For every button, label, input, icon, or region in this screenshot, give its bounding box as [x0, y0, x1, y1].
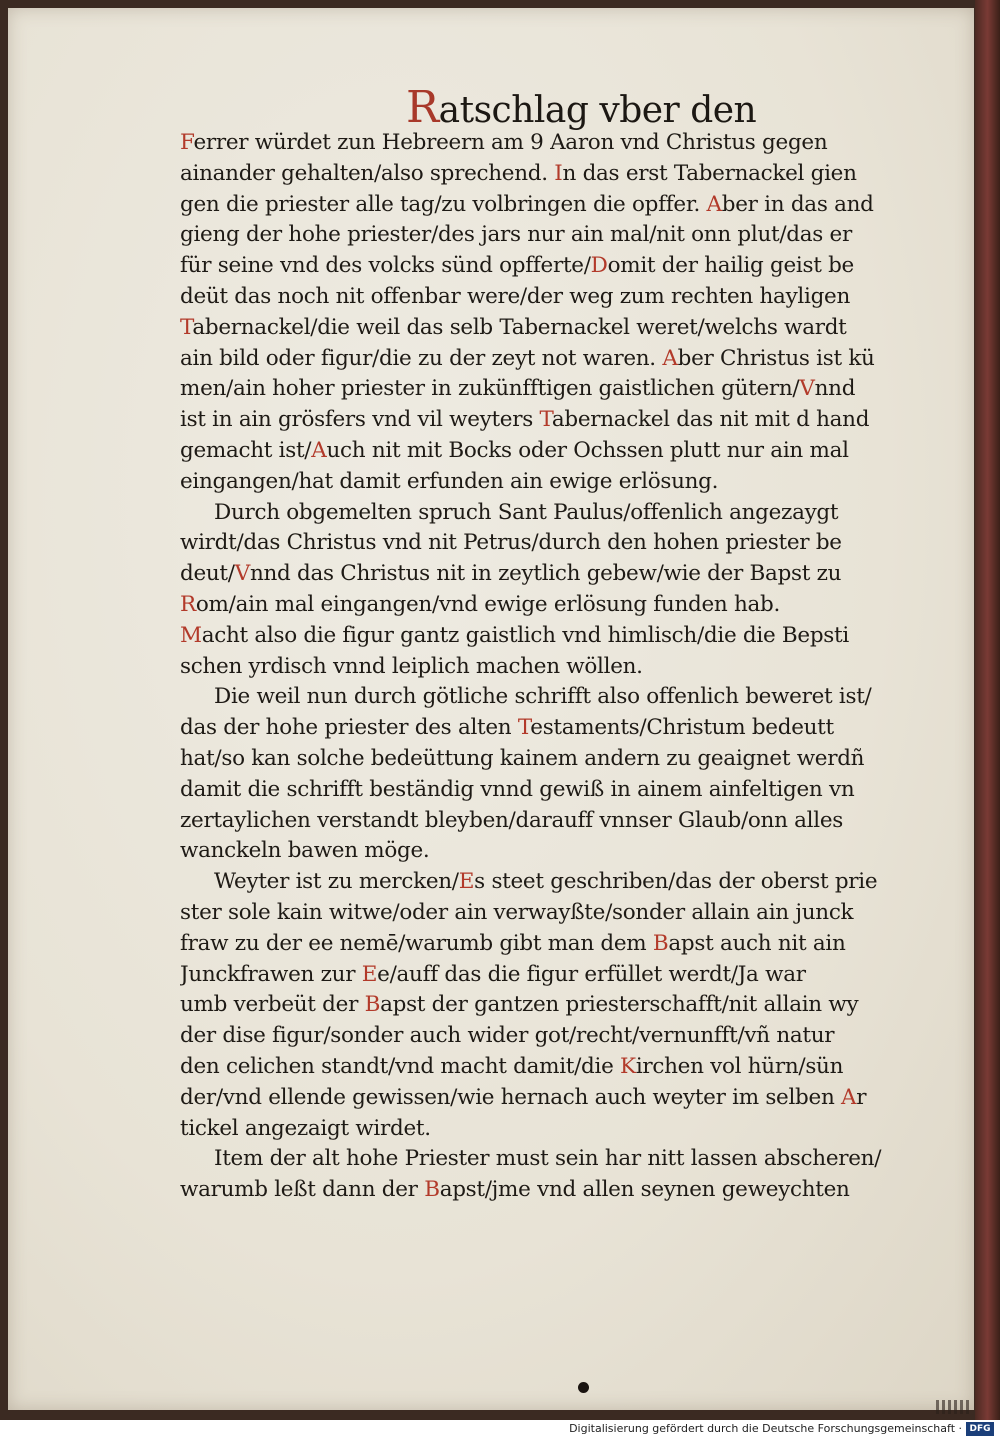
line-text: acht also die figur gantz gaistlich vnd himlisch/die die Bepsti — [201, 622, 849, 648]
text-line — [180, 344, 940, 375]
text-line — [180, 682, 940, 713]
line-text: abernackel das nit mit d hand — [551, 407, 870, 433]
rubric-initial: K — [620, 1053, 636, 1079]
line-text: deut/ — [180, 561, 235, 587]
line-text: ber Christus ist kü — [677, 345, 875, 371]
text-line — [180, 744, 940, 775]
line-text: men/ain hoher priester in zukünfftigen gaistlichen gütern/ — [180, 376, 800, 402]
text-line — [180, 282, 940, 313]
rubric-initial: V — [234, 561, 250, 587]
line-text: Weyter ist zu mercken/ — [214, 869, 459, 895]
corner-ornament — [936, 1400, 972, 1414]
text-line — [180, 220, 940, 251]
text-line — [180, 1083, 940, 1114]
line-text: om/ain mal eingangen/vnd ewige erlösung funden hab. — [195, 591, 781, 617]
text-line — [180, 1175, 940, 1206]
dfg-logo: DFG — [966, 1422, 994, 1436]
book-page — [8, 8, 974, 1410]
text-line — [180, 528, 940, 559]
line-text: ainander gehalten/also sprechend. — [180, 160, 555, 186]
line-text: umb verbeüt der — [180, 992, 365, 1018]
text-line — [180, 559, 940, 590]
text-line — [180, 990, 940, 1021]
rubric-initial: R — [180, 591, 196, 617]
line-text: e/auff das die figur erfüllet werdt/Ja war — [377, 961, 806, 987]
line-text: irchen vol hürn/sün — [635, 1053, 844, 1079]
rubric-initial: M — [180, 622, 202, 648]
text-line — [180, 1021, 940, 1052]
line-text: der dise figur/sonder auch wider got/recht/vernunfft/vñ natur — [180, 1023, 835, 1049]
line-text: n das erst Tabernackel gien — [562, 160, 857, 186]
text-line — [180, 498, 940, 529]
text-line — [180, 929, 940, 960]
rubric-initial: F — [180, 130, 194, 155]
text-line — [180, 1052, 940, 1083]
text-line — [180, 467, 940, 498]
line-text: r — [856, 1084, 867, 1110]
rubric-initial: T — [539, 407, 552, 433]
line-text: Die weil nun durch götliche schrifft also offenlich beweret ist/ — [214, 684, 872, 710]
line-text: warumb leßt dann der — [180, 1177, 425, 1203]
line-text: abernackel/die weil das selb Tabernackel weret/welchs wardt — [192, 314, 847, 340]
line-text: hat/so kan solche bedeüttung kainem andern zu geaignet werdñ — [180, 745, 865, 771]
line-text: nnd — [814, 376, 856, 402]
line-text: s steet geschriben/das der oberst prie — [474, 869, 878, 895]
footer-credit: Digitalisierung gefördert durch die Deutsche Forschungsgemeinschaft · — [569, 1422, 962, 1435]
line-text: uch nit mit Bocks oder Ochssen plutt nur ain mal — [326, 437, 849, 463]
running-header — [406, 82, 757, 134]
line-text: das der hohe priester des alten — [180, 715, 518, 741]
line-text: gieng der hohe priester/des jars nur ain mal/nit onn plut/das er — [180, 222, 852, 248]
line-text: ster sole kain witwe/oder ain verwayßte/sonder allain ain junck — [180, 899, 854, 925]
text-line — [180, 374, 940, 405]
line-text: Durch obgemelten spruch Sant Paulus/offenlich angezaygt — [214, 499, 839, 525]
line-text: für seine vnd des volcks sünd opfferte/ — [180, 253, 591, 279]
text-line — [180, 867, 940, 898]
rubric-initial: A — [841, 1084, 857, 1110]
text-block — [180, 128, 940, 1206]
text-line — [180, 128, 940, 159]
text-line — [180, 190, 940, 221]
rubric-initial: B — [364, 992, 381, 1018]
line-text: eingangen/hat damit erfunden ain ewige erlösung. — [180, 468, 719, 494]
line-text: wanckeln bawen möge. — [180, 838, 430, 864]
text-line — [180, 251, 940, 282]
line-text: gen die priester alle tag/zu volbringen die opffer. — [180, 191, 707, 217]
line-text: estaments/Christum bedeutt — [530, 715, 834, 741]
line-text: ist in ain grösfers vnd vil weyters — [180, 407, 540, 433]
text-line — [180, 621, 940, 652]
line-text: errer würdet zun Hebreern am 9 Aaron vnd Christus gegen — [193, 130, 828, 155]
rubric-initial: E — [361, 961, 378, 987]
line-text: den celichen standt/vnd macht damit/die — [180, 1053, 621, 1079]
line-text: tickel angezaigt wirdet. — [180, 1115, 431, 1141]
line-text: ber in das and — [721, 191, 874, 217]
header-initial: R — [406, 82, 439, 133]
line-text: apst/jme vnd allen seynen geweychten — [439, 1177, 850, 1203]
rubric-initial: A — [662, 345, 678, 371]
book-edge — [975, 0, 1000, 1420]
signature-mark — [578, 1382, 589, 1393]
rubric-initial: D — [590, 253, 608, 279]
line-text: zertaylichen verstandt bleyben/darauff vnnser Glaub/onn alles — [180, 807, 843, 833]
line-text: damit die schrifft beständig vnnd gewiß in ainem ainfeltigen vn — [180, 776, 855, 802]
rubric-initial: A — [706, 191, 722, 217]
rubric-initial: A — [311, 437, 327, 463]
line-text: nnd das Christus nit in zeytlich gebew/wie der Bapst zu — [249, 561, 842, 587]
text-line — [180, 806, 940, 837]
line-text: schen yrdisch vnnd leiplich machen wöllen. — [180, 653, 643, 679]
text-line — [180, 960, 940, 991]
line-text: der/vnd ellende gewissen/wie hernach auch weyter im selben — [180, 1084, 842, 1110]
text-line — [180, 652, 940, 683]
text-line — [180, 436, 940, 467]
line-text: Item der alt hohe Priester must sein har nitt lassen abscheren/ — [214, 1146, 882, 1172]
header-text: atschlag vber den — [438, 90, 757, 131]
line-text: gemacht ist/ — [180, 437, 312, 463]
line-text: Junckfrawen zur — [180, 961, 362, 987]
text-line — [180, 313, 940, 344]
rubric-initial: E — [458, 869, 475, 895]
line-text: apst auch nit ain — [668, 930, 846, 956]
rubric-initial: V — [799, 376, 815, 402]
text-line — [180, 775, 940, 806]
rubric-initial: T — [517, 715, 531, 741]
rubric-initial: B — [652, 930, 669, 956]
line-text: wirdt/das Christus vnd nit Petrus/durch den hohen priester be — [180, 530, 842, 556]
text-line — [180, 836, 940, 867]
text-line — [180, 1144, 940, 1175]
rubric-initial: I — [554, 160, 563, 186]
text-line — [180, 898, 940, 929]
text-line — [180, 590, 940, 621]
text-line — [180, 159, 940, 190]
text-line — [180, 713, 940, 744]
line-text: deüt das noch nit offenbar were/der weg zum rechten hayligen — [180, 283, 851, 309]
rubric-initial: T — [180, 314, 193, 340]
text-line — [180, 1114, 940, 1145]
line-text: apst der gantzen priesterschafft/nit allain wy — [380, 992, 859, 1018]
rubric-initial: B — [424, 1177, 440, 1203]
line-text: ain bild oder figur/die zu der zeyt not waren. — [180, 345, 663, 371]
line-text: fraw zu der ee nemē/warumb gibt man dem — [180, 930, 653, 956]
line-text: omit der hailig geist be — [607, 253, 854, 279]
text-line — [180, 405, 940, 436]
